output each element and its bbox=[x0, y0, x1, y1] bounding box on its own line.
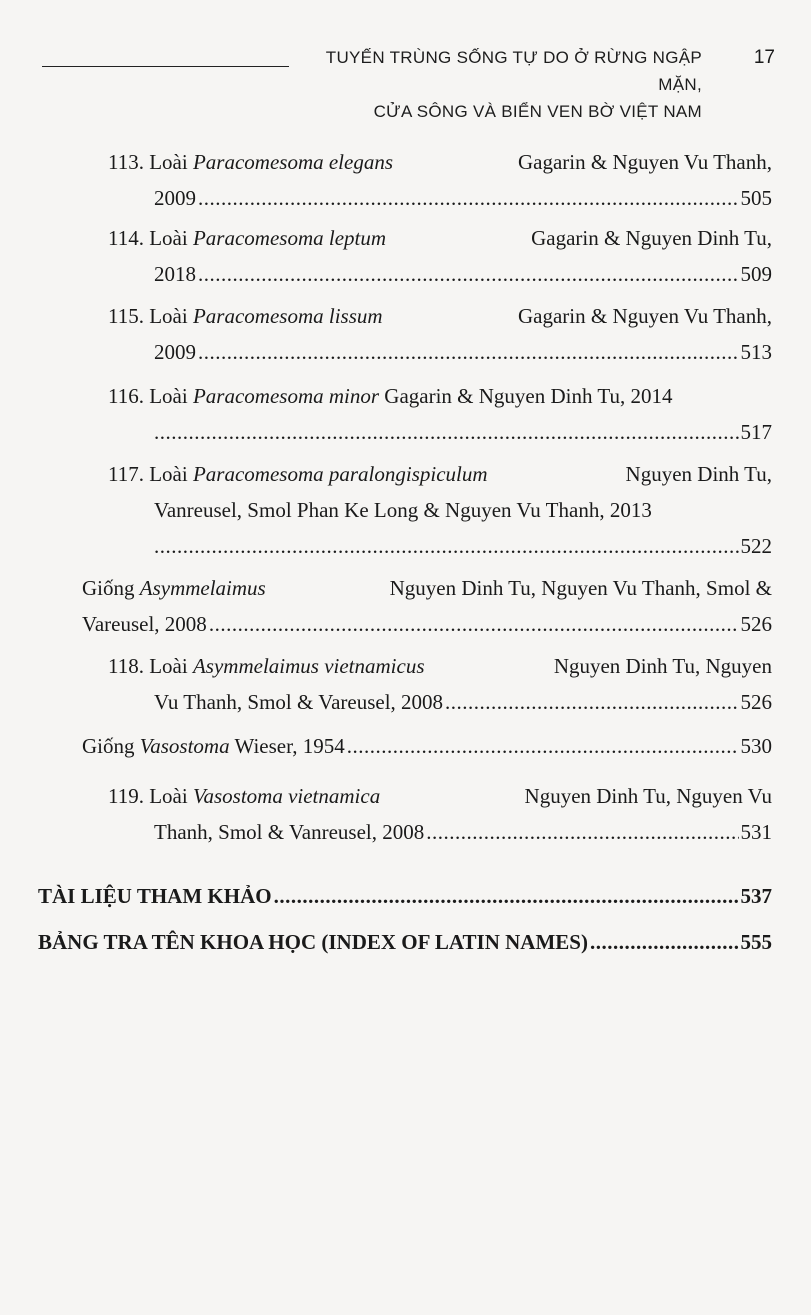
entry-continuation: 2009 bbox=[154, 340, 196, 364]
entry-taxon: Paracomesoma paralongispiculum bbox=[192, 462, 488, 486]
entry-page: 509 bbox=[740, 262, 772, 286]
entry-page: 513 bbox=[740, 340, 772, 364]
toc-genus-asymmelaimus[interactable] bbox=[82, 570, 772, 642]
toc-entry-118[interactable] bbox=[108, 648, 772, 720]
entry-number: 116. Loài bbox=[108, 384, 188, 408]
entry-author: Gagarin & Nguyen Vu Thanh, bbox=[518, 304, 772, 328]
entry-taxon: Paracomesoma elegans bbox=[192, 150, 394, 174]
toc-entry-114[interactable] bbox=[108, 220, 772, 292]
entry-author: Nguyen Dinh Tu, Nguyen Vu bbox=[524, 784, 772, 808]
toc-section-index[interactable] bbox=[38, 924, 772, 960]
leader-dots bbox=[154, 414, 739, 450]
entry-number: 117. Loài bbox=[108, 462, 188, 486]
entry-page: 531 bbox=[740, 820, 772, 844]
entry-number: Giống bbox=[82, 734, 135, 758]
entry-author: Wieser, 1954 bbox=[234, 734, 345, 758]
leader-dots bbox=[347, 728, 739, 764]
toc-entry-113[interactable] bbox=[108, 144, 772, 216]
entry-continuation: 2018 bbox=[154, 262, 196, 286]
toc-entry-119[interactable] bbox=[108, 778, 772, 850]
entry-taxon: Paracomesoma leptum bbox=[192, 226, 387, 250]
entry-author: Gagarin & Nguyen Dinh Tu, bbox=[531, 226, 772, 250]
entry-continuation: Vanreusel, Smol Phan Ke Long & Nguyen Vu Thanh, 2013 bbox=[154, 498, 652, 522]
running-header bbox=[290, 44, 702, 125]
entry-continuation: Thanh, Smol & Vanreusel, 2008 bbox=[154, 820, 425, 844]
leader-dots bbox=[426, 814, 738, 850]
leader-dots bbox=[445, 684, 738, 720]
toc-entry-116[interactable] bbox=[108, 378, 772, 450]
entry-number: Giống bbox=[82, 576, 135, 600]
entry-page: 522 bbox=[740, 534, 772, 558]
leader-dots bbox=[198, 256, 739, 292]
entry-author: Gagarin & Nguyen Dinh Tu, 2014 bbox=[384, 384, 673, 408]
entry-number: 114. Loài bbox=[108, 226, 188, 250]
entry-taxon: Asymmelaimus bbox=[139, 576, 266, 600]
page-number: 17 bbox=[753, 47, 775, 68]
entry-author: Nguyen Dinh Tu, Nguyen bbox=[553, 654, 772, 678]
header-title-line1: TUYẾN TRÙNG SỐNG TỰ DO Ở RỪNG NGẬP MẶN, bbox=[325, 48, 702, 94]
leader-dots bbox=[209, 606, 739, 642]
entry-continuation: Vu Thanh, Smol & Vareusel, 2008 bbox=[154, 690, 444, 714]
leader-dots bbox=[154, 528, 739, 564]
entry-page: 526 bbox=[740, 690, 772, 714]
entry-taxon: Asymmelaimus vietnamicus bbox=[192, 654, 425, 678]
header-rule bbox=[42, 66, 289, 67]
entry-page: 517 bbox=[740, 420, 772, 444]
entry-author: Gagarin & Nguyen Vu Thanh, bbox=[518, 150, 772, 174]
entry-taxon: Paracomesoma lissum bbox=[192, 304, 383, 328]
entry-page: 526 bbox=[740, 612, 772, 636]
entry-page: 530 bbox=[740, 734, 772, 758]
toc-section-references[interactable] bbox=[38, 878, 772, 914]
toc-genus-vasostoma[interactable] bbox=[82, 728, 772, 764]
entry-number: 115. Loài bbox=[108, 304, 188, 328]
entry-continuation: Vareusel, 2008 bbox=[82, 612, 207, 636]
leader-dots bbox=[198, 334, 739, 370]
section-page: 537 bbox=[740, 884, 772, 908]
toc-entry-115[interactable] bbox=[108, 298, 772, 370]
entry-continuation: 2009 bbox=[154, 186, 196, 210]
section-page: 555 bbox=[740, 930, 772, 954]
section-label: BẢNG TRA TÊN KHOA HỌC (INDEX OF LATIN NAMES) bbox=[38, 930, 588, 954]
section-label: TÀI LIỆU THAM KHẢO bbox=[38, 884, 272, 908]
header-title-line2: CỬA SÔNG VÀ BIỂN VEN BỜ VIỆT NAM bbox=[373, 102, 702, 121]
entry-taxon: Vasostoma bbox=[139, 734, 230, 758]
entry-number: 113. Loài bbox=[108, 150, 188, 174]
toc-entry-117[interactable] bbox=[108, 456, 772, 564]
entry-author: Nguyen Dinh Tu, Nguyen Vu Thanh, Smol & bbox=[389, 576, 772, 600]
entry-taxon: Paracomesoma minor bbox=[192, 384, 380, 408]
leader-dots bbox=[198, 180, 739, 216]
entry-number: 119. Loài bbox=[108, 784, 188, 808]
entry-number: 118. Loài bbox=[108, 654, 188, 678]
entry-author: Nguyen Dinh Tu, bbox=[625, 462, 772, 486]
entry-taxon: Vasostoma vietnamica bbox=[192, 784, 381, 808]
leader-dots bbox=[590, 924, 739, 960]
leader-dots bbox=[274, 878, 739, 914]
entry-page: 505 bbox=[740, 186, 772, 210]
